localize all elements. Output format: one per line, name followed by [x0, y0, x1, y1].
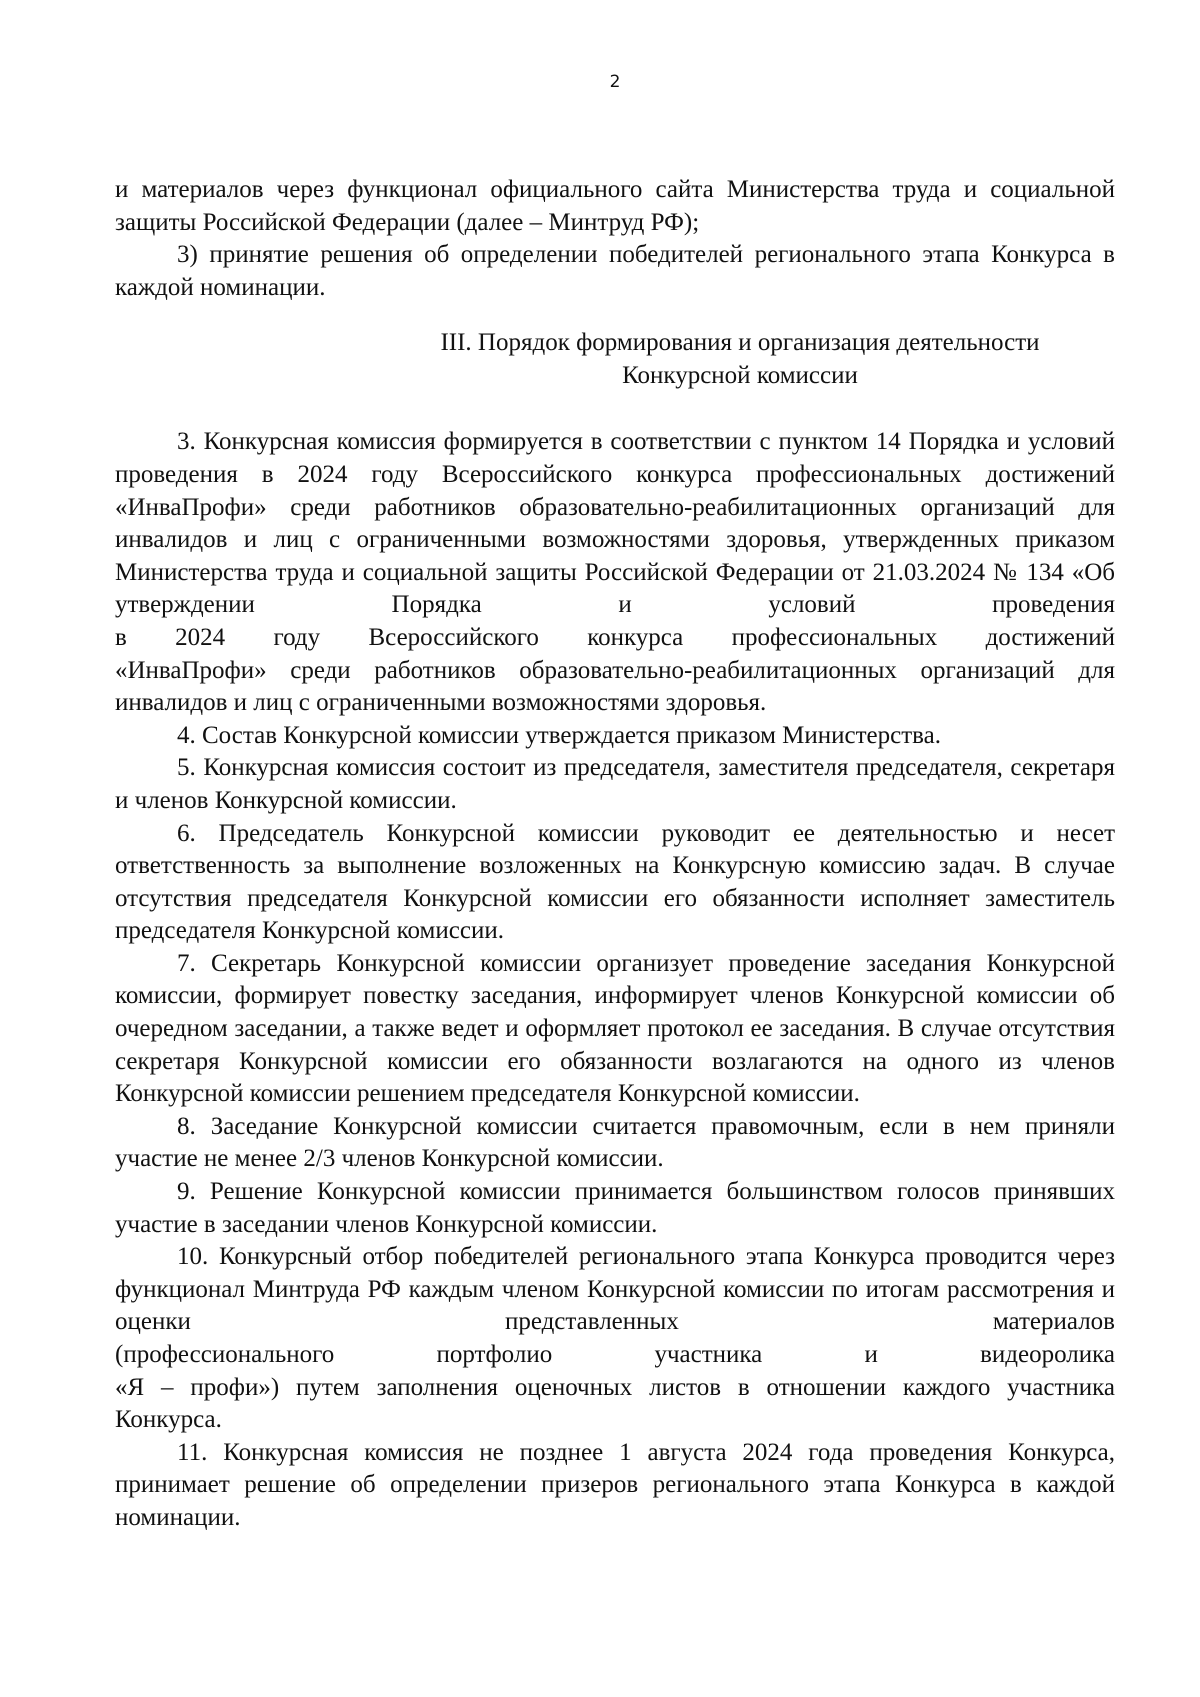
section-heading: [115, 326, 1115, 392]
document-body: [115, 174, 1115, 1535]
clause-10-part-2: (профессионального портфолио участника и видеоролика: [115, 1341, 1115, 1368]
clause-4: 4. Состав Конкурсной комиссии утверждается приказом Министерства.: [177, 721, 941, 749]
paragraph-continuation: и материалов через функционал официального сайта Министерства труда и социальной защиты Российской Федерации (далее – Минтруд РФ);: [115, 176, 1115, 236]
section-heading-line-1: III. Порядок формирования и организация деятельности: [440, 329, 1040, 357]
clause-3-part-2: в 2024 году Всероссийского конкурса профессиональных достижений: [115, 623, 1115, 651]
paragraph-item-3-decision: 3) принятие решения об определении победителей регионального этапа Конкурса в каждой номинации.: [115, 241, 1115, 301]
clause-10-part-3: «Я – профи») путем заполнения оценочных листов в отношении каждого участника Конкурса.: [115, 1373, 1115, 1434]
clause-3-part-1: 3. Конкурсная комиссия формируется в соответствии с пунктом 14 Порядка и условий проведения в 2024 году Всероссийского конкурса профессиональных достижений «ИнваПрофи» среди работников образовательно-реабилитационных организаций для инвалидов и лиц с ограниченными возможностями здоровья, утвержденных приказом Министерства труда и социальной защиты Российской Федерации от 21.03.2024 № 134 «Об утверждении Порядка и условий проведения: [115, 428, 1115, 619]
clause-6: 6. Председатель Конкурсной комиссии руководит ее деятельностью и несет ответственность за выполнение возложенных на Конкурсную комиссию задач. В случае отсутствия председателя Конкурсной комиссии его обязанности исполняет заместитель председателя Конкурсной комиссии.: [115, 819, 1115, 945]
clause-3-part-3: «ИнваПрофи» среди работников образовательно-реабилитационных организаций для инвалидов и лиц с ограниченными возможностями здоровья.: [115, 656, 1115, 717]
page-number: 2: [609, 72, 621, 92]
clause-5: 5. Конкурсная комиссия состоит из председателя, заместителя председателя, секретаря и членов Конкурсной комиссии.: [115, 754, 1115, 814]
clause-8: 8. Заседание Конкурсной комиссии считается правомочным, если в нем приняли участие не менее 2/3 членов Конкурсной комиссии.: [115, 1112, 1115, 1173]
section-heading-line-2: Конкурсной комиссии: [622, 362, 858, 390]
clause-11: 11. Конкурсная комиссия не позднее 1 августа 2024 года проведения Конкурса, принимает решение об определении призеров регионального этапа Конкурса в каждой номинации.: [115, 1438, 1115, 1531]
clause-9: 9. Решение Конкурсной комиссии принимается большинством голосов принявших участие в заседании членов Конкурсной комиссии.: [115, 1178, 1115, 1238]
clause-10-part-1: 10. Конкурсный отбор победителей регионального этапа Конкурса проводится через функционал Минтруда РФ каждым членом Конкурсной комиссии по итогам рассмотрения и оценки представленных материалов: [115, 1243, 1115, 1336]
clause-7: 7. Секретарь Конкурсной комиссии организует проведение заседания Конкурсной комиссии, формирует повестку заседания, информирует членов Конкурсной комиссии об очередном заседании, а также ведет и оформляет протокол ее заседания. В случае отсутствия секретаря Конкурсной комиссии его обязанности возлагаются на одного из членов Конкурсной комиссии решением председателя Конкурсной комиссии.: [115, 949, 1115, 1108]
